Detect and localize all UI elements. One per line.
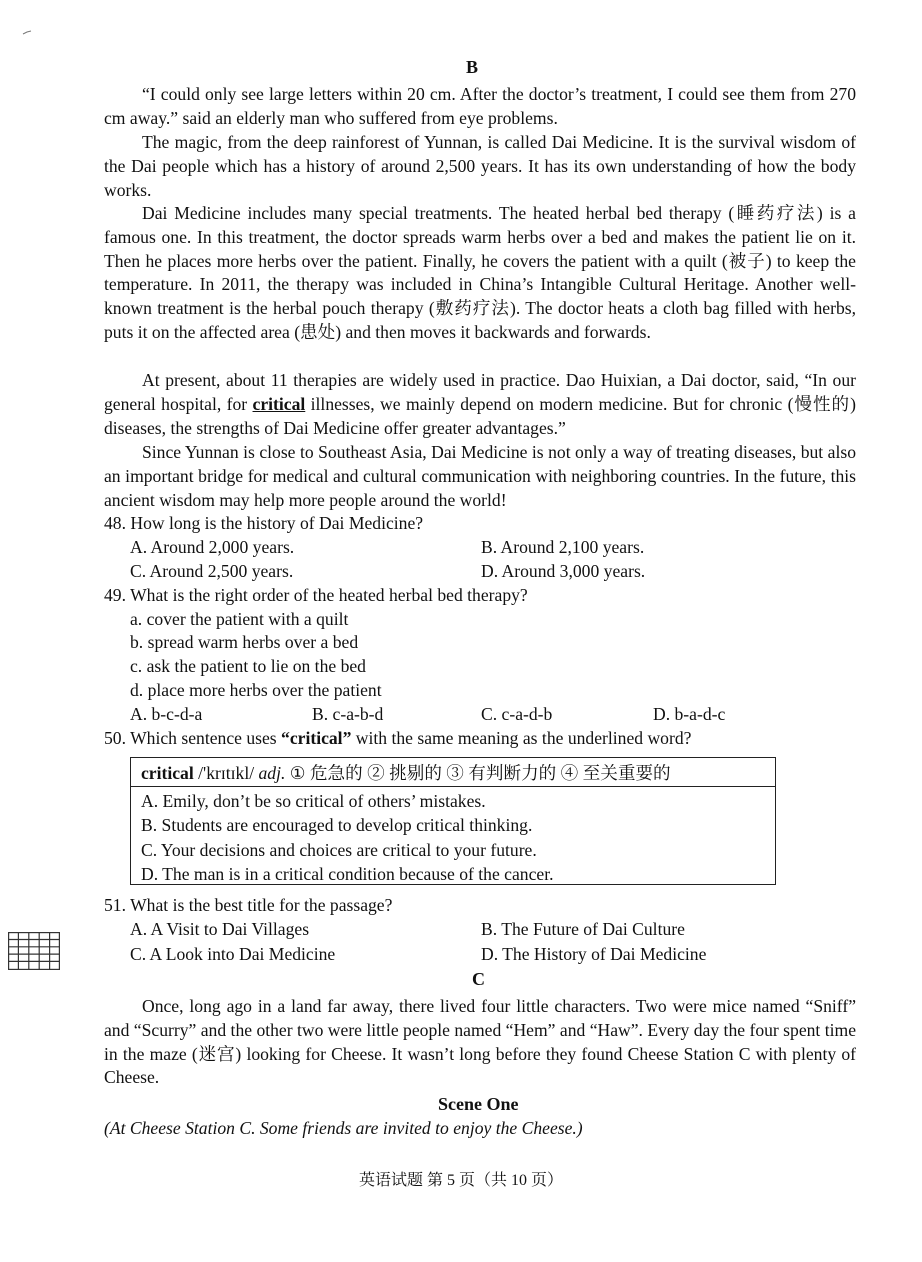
question-49-option-a: A. b-c-d-a	[130, 704, 203, 724]
paragraph-b4-part2: illnesses, we mainly depend on modern medicine. But for chronic (慢性的) diseases, the strengths of Dai Medicine offer greater advantages.”	[104, 393, 856, 438]
question-49-stem: 49. What is the right order of the heated herbal bed therapy?	[104, 585, 528, 605]
question-51-option-b: B. The Future of Dai Culture	[481, 919, 685, 939]
question-51-stem: 51. What is the best title for the passage?	[104, 895, 393, 915]
question-50-stem-part1: 50. Which sentence uses	[104, 728, 282, 748]
paragraph-b2: The magic, from the deep rainforest of Yunnan, is called Dai Medicine. It is the survival wisdom of the Dai people which has a history of around 2,500 years. It has its own understanding of how the body works.	[104, 132, 856, 200]
question-49-step-a: a. cover the patient with a quilt	[130, 609, 349, 629]
question-50-option-a: A. Emily, don’t be so critical of others’ mistakes.	[141, 791, 486, 811]
section-b-heading: B	[466, 57, 479, 77]
dictionary-headword: critical	[141, 763, 194, 783]
question-49-step-d: d. place more herbs over the patient	[130, 680, 382, 700]
paragraph-b1: “I could only see large letters within 20 cm. After the doctor’s treatment, I could see them from 270 cm away.” said an elderly man who suffered from eye problems.	[104, 84, 856, 128]
dictionary-entry-line	[141, 760, 671, 785]
scan-mark-icon	[22, 30, 32, 36]
dictionary-senses: ① 危急的 ② 挑剔的 ③ 有判断力的 ④ 至关重要的	[285, 763, 671, 783]
paragraph-c1: Once, long ago in a land far away, there lived four little characters. Two were mice named “Sniff” and “Scurry” and the other two were little people named “Hem” and “Haw”. Every day the four spent time in the maze (迷宫) looking for Cheese. It wasn’t long before they found Cheese Station C with plenty of Cheese.	[104, 996, 856, 1088]
question-50-stem	[104, 728, 691, 749]
scene-title: Scene One	[438, 1094, 519, 1114]
question-51-option-a: A. A Visit to Dai Villages	[130, 919, 310, 939]
question-49-option-c: C. c-a-d-b	[481, 704, 553, 724]
question-48-option-c: C. Around 2,500 years.	[130, 561, 294, 581]
paragraph-b5: Since Yunnan is close to Southeast Asia, Dai Medicine is not only a way of treating diseases, but also an important bridge for medical and cultural communication with neighboring countries. In the future, this ancient wisdom may help more people around the world!	[104, 442, 856, 510]
paragraph-b4	[104, 369, 856, 440]
question-51-option-d: D. The History of Dai Medicine	[481, 944, 707, 964]
question-49-step-b: b. spread warm herbs over a bed	[130, 632, 359, 652]
page-footer: 英语试题 第 5 页（共 10 页）	[358, 1172, 563, 1189]
underlined-word: critical	[252, 393, 306, 414]
question-48-option-d: D. Around 3,000 years.	[481, 561, 646, 581]
question-49-step-c: c. ask the patient to lie on the bed	[130, 656, 366, 676]
grid-icon	[8, 932, 60, 970]
section-c-heading: C	[472, 969, 485, 989]
question-48-option-b: B. Around 2,100 years.	[481, 537, 645, 557]
dictionary-box	[130, 757, 776, 885]
question-50-stem-part2: with the same meaning as the underlined word?	[351, 728, 692, 748]
question-49-option-d: D. b-a-d-c	[653, 704, 726, 724]
question-50-keyword: “critical”	[281, 728, 352, 748]
question-49-option-b: B. c-a-b-d	[312, 704, 384, 724]
paragraph-b4-part1: At present, about 11 therapies are widely used in practice. Dao Huixian, a Dai doctor, said, “In our general hospital, for	[104, 370, 856, 414]
question-48-option-a: A. Around 2,000 years.	[130, 537, 295, 557]
question-48-stem: 48. How long is the history of Dai Medicine?	[104, 513, 424, 533]
question-51-option-c: C. A Look into Dai Medicine	[130, 944, 336, 964]
dictionary-part-of-speech: adj.	[258, 763, 286, 783]
question-50-option-c: C. Your decisions and choices are critical to your future.	[141, 840, 537, 860]
question-50-option-d: D. The man is in a critical condition because of the cancer.	[141, 864, 554, 884]
dictionary-phonetic: /'krɪtɪkl/	[193, 763, 259, 783]
dictionary-entry	[131, 758, 775, 787]
paragraph-b3: Dai Medicine includes many special treatments. The heated herbal bed therapy (睡药疗法) is a famous one. In this treatment, the doctor spreads warm herbs over a bed and makes the patient lie on it. Then he places more herbs over the patient. Finally, he covers the patient with a quilt (被子) to keep the temperature. In 2011, the therapy was included in China’s Intangible Cultural Heritage. Another well-known treatment is the herbal pouch therapy (敷药疗法). The doctor heats a cloth bag filled with herbs, puts it on the affected area (患处) and then moves it backwards and forwards.	[104, 203, 856, 342]
question-50-option-b: B. Students are encouraged to develop critical thinking.	[141, 815, 533, 835]
stage-direction: (At Cheese Station C. Some friends are invited to enjoy the Cheese.)	[104, 1118, 583, 1138]
